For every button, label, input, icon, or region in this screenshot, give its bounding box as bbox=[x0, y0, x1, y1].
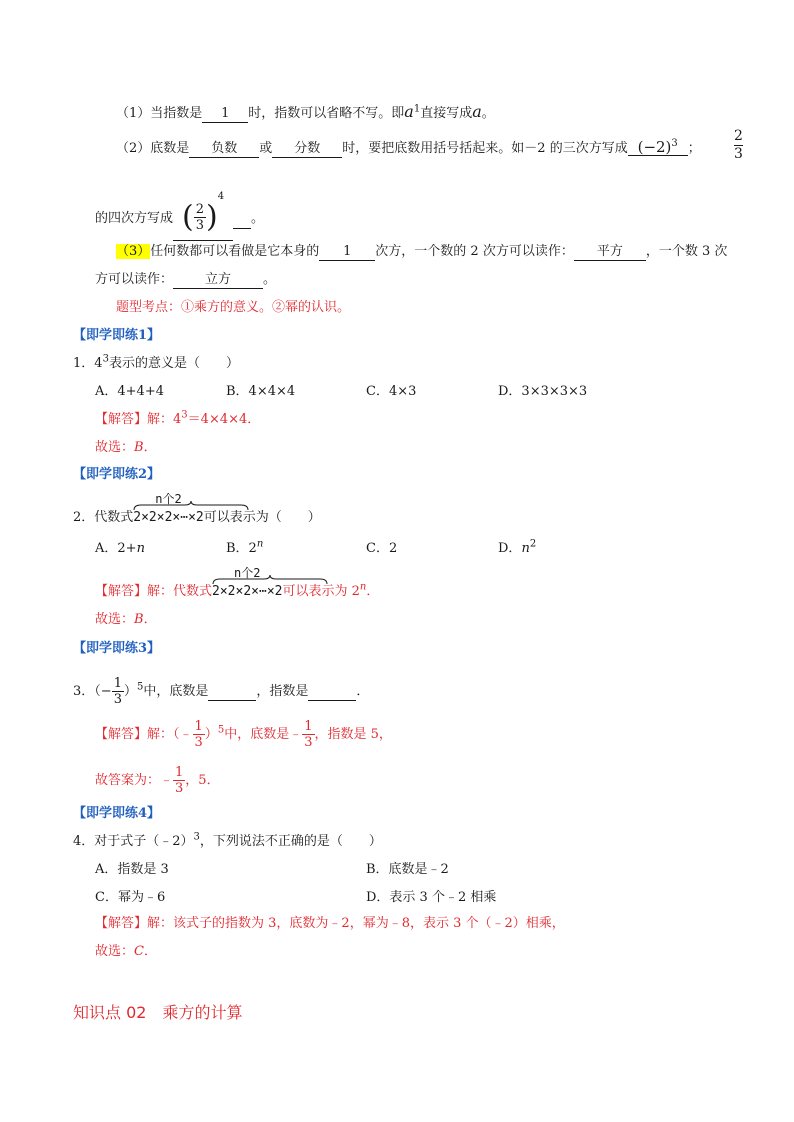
exercise-heading: 【即学即练3】 bbox=[73, 641, 161, 656]
topic-note: 题型考点：①乘方的意义。②幂的认识。 bbox=[116, 300, 351, 315]
option-b[interactable]: B．底数是﹣2 bbox=[366, 862, 449, 877]
rule-2-cont: 的四次方写成 ( $\frac{2}{3}$ )$^4$ 。 bbox=[95, 196, 264, 241]
option-d[interactable]: D．$n^2$ bbox=[498, 538, 537, 556]
fill-blank: ( $\frac{2}{3}$ )$^4$ bbox=[173, 196, 233, 241]
option-a[interactable]: A．2+n bbox=[95, 541, 145, 556]
answer-1: 【解答】解：$4^3=4\times 4\times 4$． bbox=[95, 409, 261, 427]
fill-blank: $(-2)^3$ bbox=[628, 139, 688, 156]
fill-blank: 分数 bbox=[272, 141, 342, 158]
option-d[interactable]: D．3×3×3×3 bbox=[498, 384, 588, 399]
option-a[interactable]: A．4+4+4 bbox=[95, 384, 164, 399]
fill-blank: 负数 bbox=[189, 141, 259, 158]
choice-4: 故选：C． bbox=[95, 944, 157, 959]
exercise-heading: 【即学即练1】 bbox=[73, 328, 161, 343]
option-c[interactable]: C．幂为﹣6 bbox=[95, 890, 166, 905]
final-answer-3: 故答案为：﹣ $\frac{1}{3}$ ，5． bbox=[95, 765, 220, 796]
brace-expression: n个2 2×2×2×⋯×2 bbox=[212, 583, 282, 601]
section-title: 知识点 02 乘方的计算 bbox=[73, 1003, 243, 1022]
answer-2: 【解答】解：代数式 n个2 2×2×2×⋯×2可以表示为 2$^n$． bbox=[95, 566, 380, 599]
fill-blank: 平方 bbox=[574, 244, 646, 261]
question-4: 4．对于式子（﹣2）$^3$，下列说法不正确的是（ ） bbox=[73, 831, 382, 849]
option-b[interactable]: B．2$^n$ bbox=[226, 538, 264, 556]
choice-2: 故选：B． bbox=[95, 612, 157, 627]
fill-blank bbox=[208, 684, 256, 701]
fraction-two-thirds: 2 3 bbox=[734, 128, 743, 162]
exercise-heading: 【即学即练4】 bbox=[73, 806, 161, 821]
brace-expression: n个2 2×2×2×⋯×2 bbox=[133, 509, 203, 527]
rule-1: （1）当指数是 1 时，指数可以省略不写。即$a^1$直接写成a。 bbox=[116, 102, 495, 121]
rule-3-cont: 方可以读作： 立方 。 bbox=[95, 272, 277, 287]
option-b[interactable]: B．4×4×4 bbox=[226, 384, 296, 399]
fill-blank: 立方 bbox=[173, 272, 263, 289]
question-3: 3．（− $\frac{1}{3}$ ）$^5$中，底数是 ，指数是 ． bbox=[73, 676, 370, 707]
question-1: 1．$4^3$表示的意义是（ ） bbox=[73, 353, 239, 371]
answer-3: 【解答】解：（﹣ $\frac{1}{3}$ ）$^5$中，底数是﹣ $\frac{1}{3}$ ，指数是 5， bbox=[95, 719, 392, 750]
option-c[interactable]: C．2 bbox=[366, 541, 398, 556]
option-a[interactable]: A．指数是 3 bbox=[95, 862, 169, 877]
rule-2: （2）底数是 负数 或 分数 时，要把底数用括号括起来。如－2 的三次方写成 $(-2)^3$ ； bbox=[116, 138, 701, 156]
fill-blank: 1 bbox=[319, 244, 375, 261]
choice-1: 故选：B． bbox=[95, 440, 157, 455]
fill-blank bbox=[308, 684, 356, 701]
overbrace-icon bbox=[133, 501, 249, 511]
answer-4: 【解答】解：该式子的指数为 3，底数为﹣2，幂为﹣8，表示 3 个（﹣2）相乘， bbox=[95, 916, 565, 931]
fill-blank: 1 bbox=[202, 106, 248, 123]
rule-3: （3）任何数都可以看做是它本身的 1 次方，一个数的 2 次方可以读作： 平方 ，一个数 3 次 bbox=[116, 244, 728, 259]
question-2: 2．代数式 n个2 2×2×2×⋯×2可以表示为（ ） bbox=[73, 492, 321, 525]
option-d[interactable]: D．表示 3 个﹣2 相乘 bbox=[366, 890, 497, 905]
overbrace-icon bbox=[212, 575, 328, 585]
exercise-heading: 【即学即练2】 bbox=[73, 467, 161, 482]
option-c[interactable]: C．4×3 bbox=[366, 384, 417, 399]
